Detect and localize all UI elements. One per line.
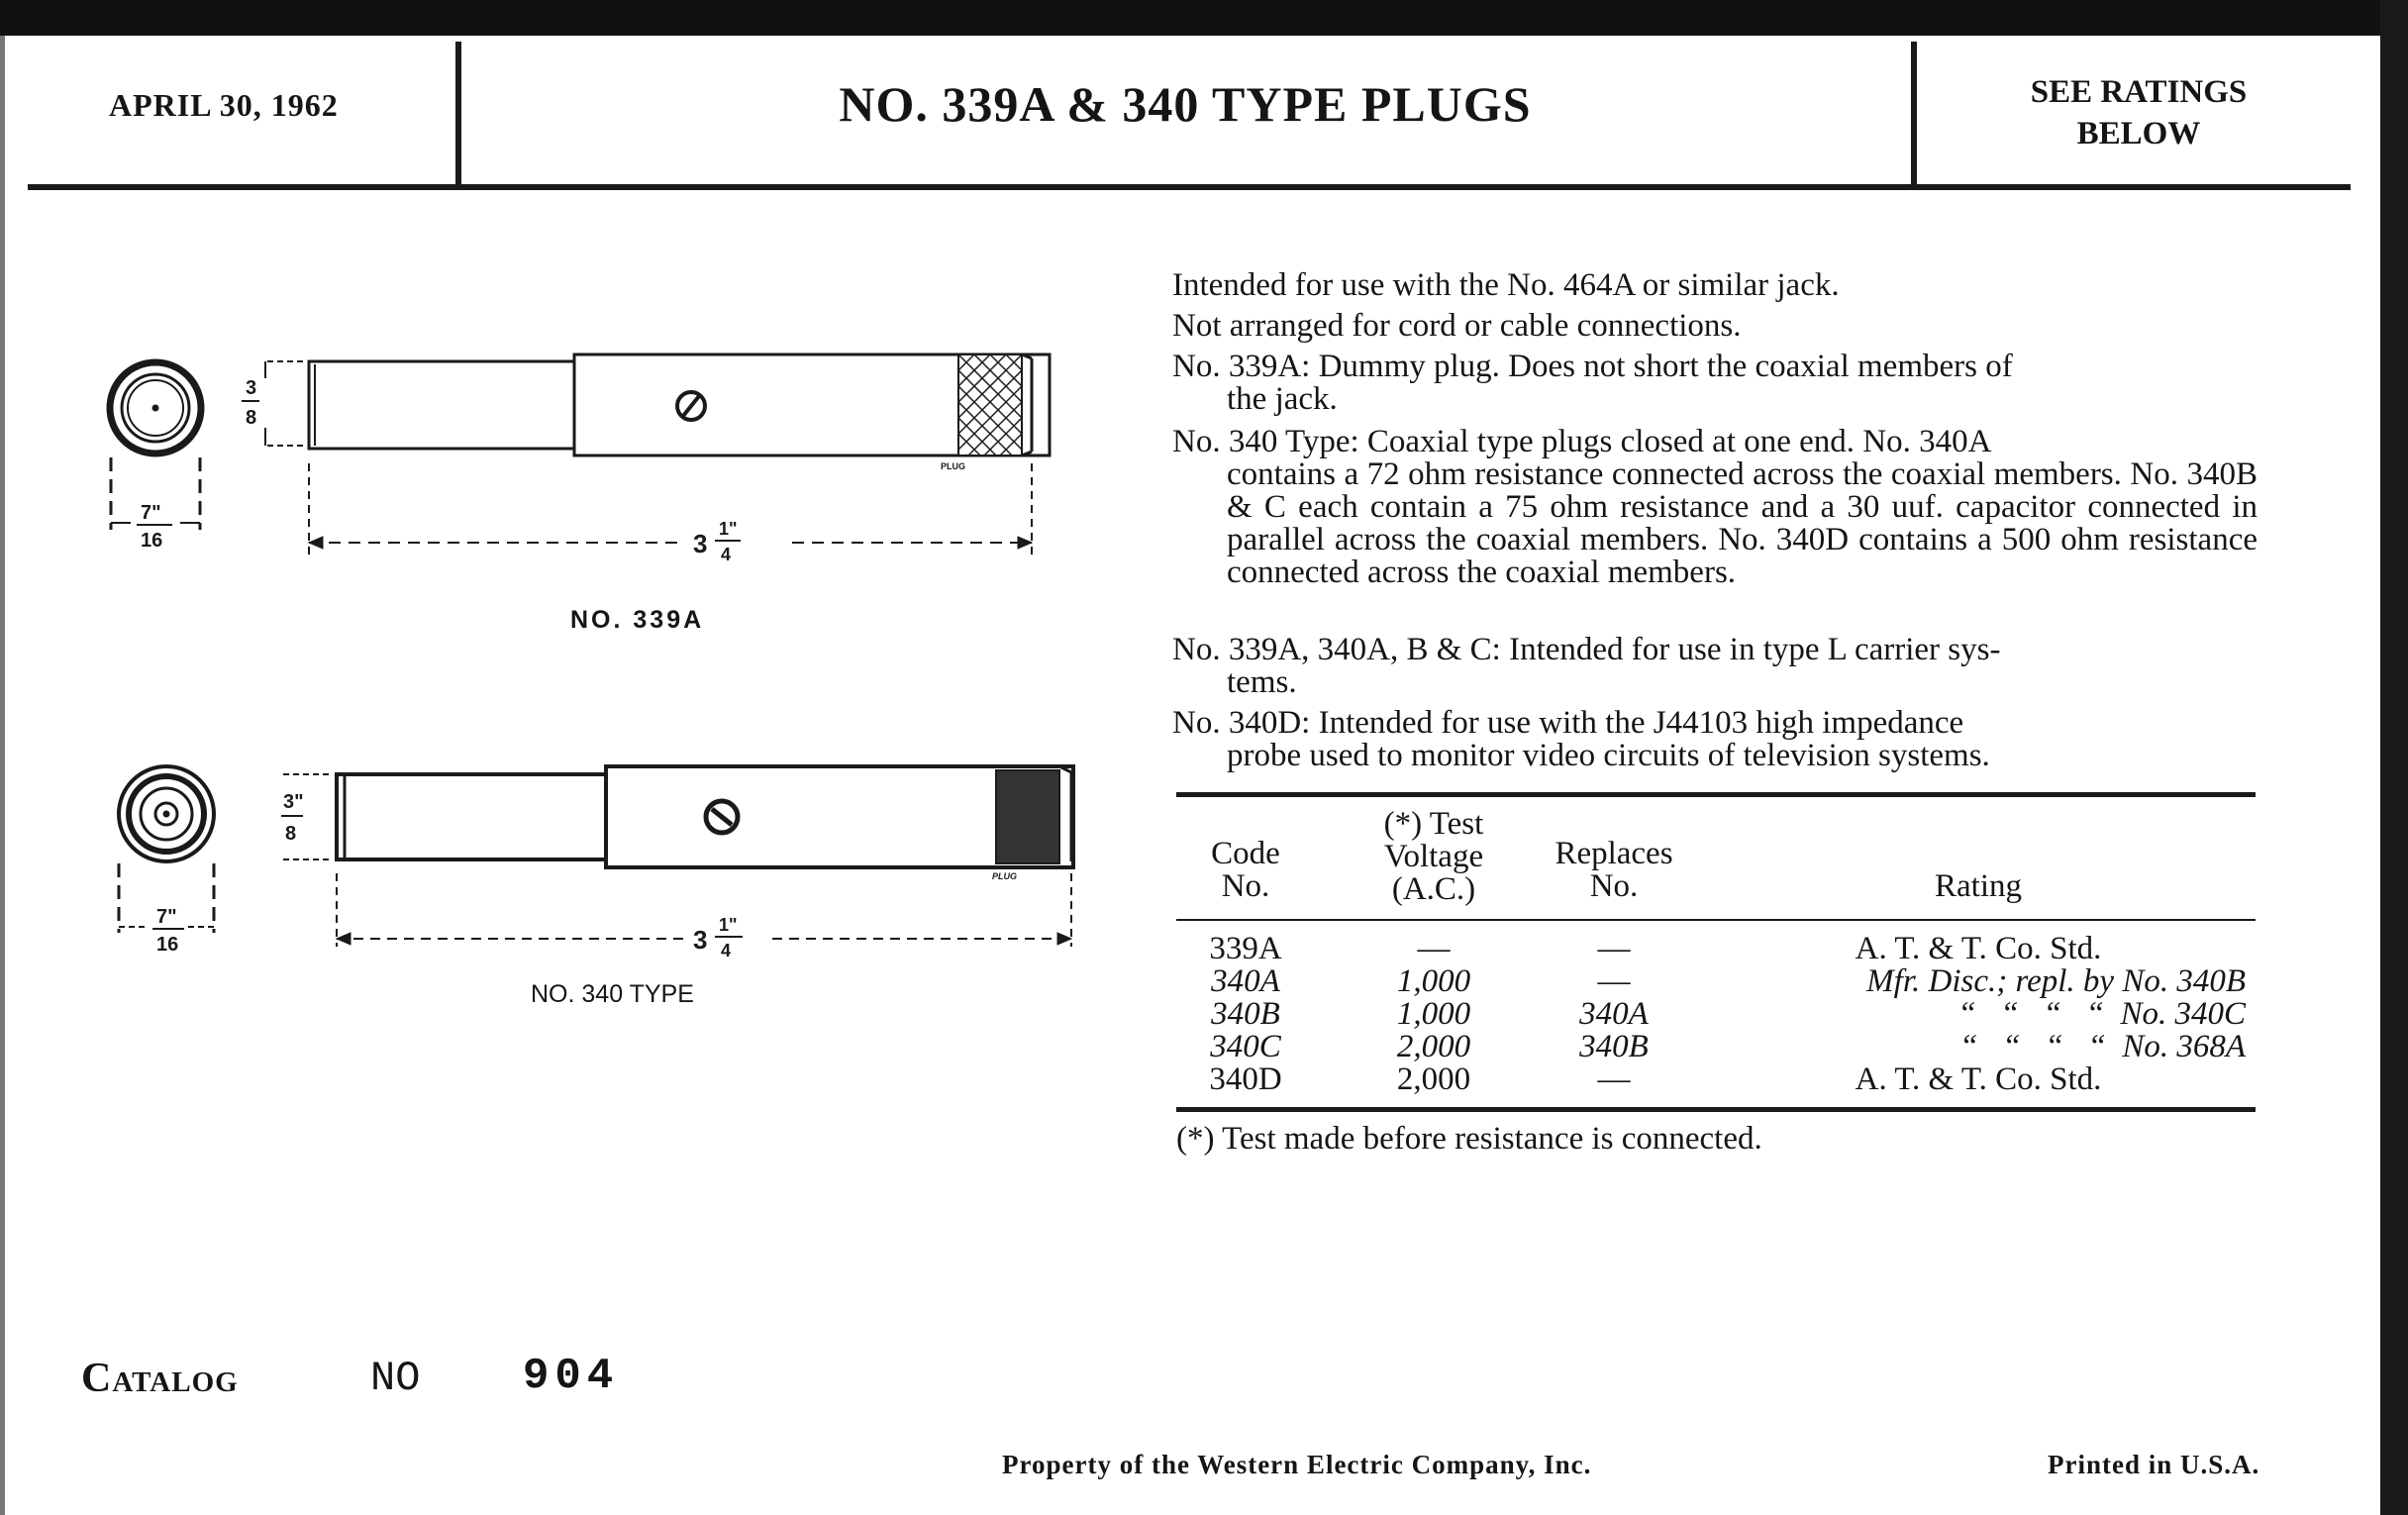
dim-height-den: 8	[246, 407, 257, 429]
header-ratings-line1: SEE RATINGS	[2030, 74, 2248, 110]
table-row	[1176, 996, 2256, 1032]
dim-length-den: 4	[721, 545, 732, 564]
header-divider-right	[1911, 42, 1917, 186]
cell-replaces: 340B	[1579, 1029, 1649, 1064]
col-header-code-line2: No.	[1221, 868, 1270, 904]
header-date: APRIL 30, 1962	[109, 87, 339, 123]
figure-339a-caption: NO. 339A	[570, 606, 705, 634]
cell-voltage: 2,000	[1396, 1061, 1471, 1097]
cell-rating: A. T. & T. Co. Std.	[1855, 1061, 2102, 1097]
plug-mark: PLUG	[992, 871, 1018, 881]
col-header-replaces-line1: Replaces	[1555, 836, 1673, 871]
cell-rating: A. T. & T. Co. Std.	[1855, 931, 2102, 966]
dim-length-num: 1"	[719, 915, 738, 935]
cell-replaces: 340A	[1579, 996, 1649, 1032]
catalog-no: NO	[370, 1355, 421, 1402]
description-line-1: Intended for use with the No. 464A or similar jack.	[1172, 267, 1840, 303]
footer-property: Property of the Western Electric Company, Inc.	[1002, 1450, 1592, 1479]
col-header-replaces-line2: No.	[1589, 868, 1639, 904]
cell-code: 340B	[1211, 996, 1280, 1032]
dim-length-whole: 3	[693, 925, 708, 955]
scan-left-edge	[0, 36, 5, 1515]
col-header-code-line1: Code	[1211, 836, 1280, 871]
cell-replaces: —	[1597, 1061, 1631, 1097]
cell-voltage: 1,000	[1396, 963, 1471, 999]
catalog-number: 904	[523, 1352, 620, 1401]
cell-code: 340A	[1211, 963, 1280, 999]
header-rule	[28, 184, 2351, 190]
cell-rating: Mfr. Disc.; repl. by No. 340B	[1866, 963, 2246, 999]
footer-printed: Printed in U.S.A.	[2048, 1450, 2260, 1479]
cell-voltage: —	[1417, 931, 1451, 966]
description-339a	[1172, 351, 2258, 416]
ratings-table-body	[1176, 931, 2256, 1097]
dim-height-num: 3"	[283, 791, 304, 813]
side-view-340	[283, 766, 1073, 947]
dim-length-den: 4	[721, 941, 732, 960]
description-340d-first: No. 340D: Intended for use with the J44103 high impedance	[1172, 705, 1964, 741]
table-header-rule	[1176, 919, 2256, 921]
description-340d	[1172, 707, 2258, 772]
page-title: NO. 339A & 340 TYPE PLUGS	[839, 76, 1532, 132]
col-header-code	[1176, 838, 1315, 903]
plug-mark: PLUG	[941, 461, 966, 471]
cell-code: 340C	[1210, 1029, 1281, 1064]
table-row	[1176, 963, 2256, 999]
cell-rating: “ “ “ “ No. 340C	[1957, 996, 2246, 1032]
cell-code: 340D	[1209, 1061, 1282, 1097]
description-340-rest: contains a 72 ohm resistance connected across the coaxial members. No. 340B & C each contain a 75 ohm resistance and a 30 uuf. capacitor connected in parallel across the coaxial members. No. 340D contains a 500 ohm resistance connected across the coaxial members.	[1227, 456, 2258, 590]
catalog-label: Catalog	[81, 1356, 239, 1401]
cell-rating: “ “ “ “ No. 368A	[1959, 1029, 2246, 1064]
table-top-rule	[1176, 792, 2256, 797]
col-header-voltage	[1335, 808, 1533, 906]
cell-voltage: 2,000	[1396, 1029, 1471, 1064]
table-row	[1176, 1061, 2256, 1097]
col-header-voltage-line1: (*) Test	[1383, 806, 1484, 842]
table-row	[1176, 1029, 2256, 1064]
cell-replaces: —	[1597, 963, 1631, 999]
dim-length-num: 1"	[719, 519, 738, 539]
description-l-carrier-first: No. 339A, 340A, B & C: Intended for use in type L carrier sys-	[1172, 632, 2001, 667]
scan-top-border	[0, 0, 2408, 36]
side-view-339a	[265, 354, 1050, 556]
dim-dia-den: 16	[156, 934, 179, 956]
col-header-voltage-line2: Voltage	[1383, 839, 1484, 874]
cell-voltage: 1,000	[1396, 996, 1471, 1032]
figure-340-drawing	[109, 753, 1099, 970]
cell-replaces: —	[1597, 931, 1631, 966]
dim-dia-den: 16	[141, 530, 163, 552]
header-ratings-note	[1921, 71, 2357, 154]
dim-length-whole: 3	[693, 529, 708, 558]
description-340-first: No. 340 Type: Coaxial type plugs closed at one end. No. 340A	[1172, 424, 1992, 459]
dim-dia-num: 7"	[156, 906, 177, 928]
description-340	[1172, 426, 2258, 589]
cell-code: 339A	[1209, 931, 1282, 966]
dim-dia-num: 7"	[141, 502, 161, 524]
description-line-2: Not arranged for cord or cable connections.	[1172, 308, 1742, 344]
scan-right-border	[2380, 0, 2408, 1515]
table-bottom-rule	[1176, 1107, 2256, 1112]
figure-340-caption: NO. 340 TYPE	[531, 980, 694, 1008]
dim-height-num: 3	[246, 377, 257, 399]
table-footnote: (*) Test made before resistance is connected.	[1176, 1121, 1762, 1157]
header-ratings-line2: BELOW	[2076, 116, 2201, 152]
col-header-replaces	[1525, 838, 1703, 903]
description-l-carrier	[1172, 634, 2258, 699]
col-header-voltage-line3: (A.C.)	[1391, 871, 1476, 907]
description-339a-first: No. 339A: Dummy plug. Does not short the coaxial members of	[1172, 349, 2013, 384]
table-row	[1176, 931, 2256, 966]
description-340d-rest: probe used to monitor video circuits of television systems.	[1227, 738, 1990, 773]
col-header-rating: Rating	[1935, 868, 2022, 904]
description-339a-rest: the jack.	[1227, 381, 1338, 417]
description-l-carrier-rest: tems.	[1227, 664, 1297, 700]
dim-height-den: 8	[285, 823, 297, 845]
